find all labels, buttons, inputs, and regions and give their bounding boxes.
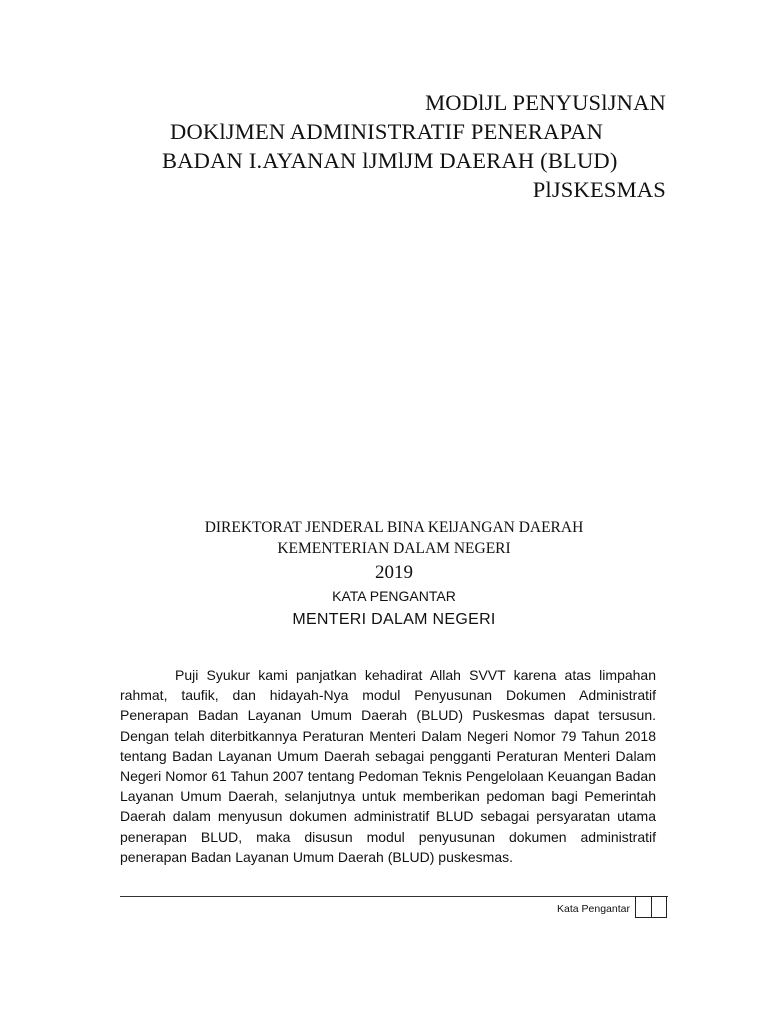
title-line-4: PlJSKESMAS bbox=[532, 177, 666, 202]
document-title bbox=[150, 88, 666, 204]
page-number-box bbox=[635, 896, 667, 918]
foreword-subheading: MENTERI DALAM NEGERI bbox=[292, 611, 496, 628]
footer-section-label: Kata Pengantar bbox=[557, 903, 630, 915]
directorate-name: DIREKTORAT JENDERAL BINA KElJANGAN DAERAH bbox=[204, 519, 584, 536]
ministry-name: KEMENTERIAN DALAM NEGERI bbox=[277, 540, 511, 557]
footer-divider bbox=[120, 896, 668, 897]
title-line-3: BADAN I.AYANAN lJMlJM DAERAH (BLUD) bbox=[162, 148, 618, 173]
publication-year: 2019 bbox=[375, 562, 413, 583]
foreword-paragraph: Puji Syukur kami panjatkan kehadirat Allah SVVT karena atas limpahan rahmat, taufik, dan hidayah-Nya modul Penyusunan Dokumen Administratif Penerapan Badan Layanan Umum Daerah (BLUD) Puskesmas dapat tersusun. Dengan telah diterbitkannya Peraturan Menteri Dalam Negeri Nomor 79 Tahun 2018 tentang Badan Layanan Umum Daerah sebagai pengganti Peraturan Menteri Dalam Negeri Nomor 61 Tahun 2007 tentang Pedoman Teknis Pengelolaan Keuangan Badan Layanan Umum Daerah, selanjutnya untuk memberikan pedoman bagi Pemerintah Daerah dalam menyusun dokumen administratif BLUD sebagai persyaratan utama penerapan BLUD, maka disusun modul penyusunan dokumen administratif penerapan Badan Layanan Umum Daerah (BLUD) puskesmas. bbox=[120, 667, 656, 865]
title-line-1: MODlJL PENYUSlJNAN bbox=[425, 90, 666, 115]
organization-block bbox=[120, 517, 668, 631]
title-line-2: DOKlJMEN ADMINISTRATIF PENERAPAN bbox=[170, 119, 604, 144]
page-box-divider bbox=[651, 897, 652, 917]
foreword-heading: KATA PENGANTAR bbox=[332, 588, 456, 604]
